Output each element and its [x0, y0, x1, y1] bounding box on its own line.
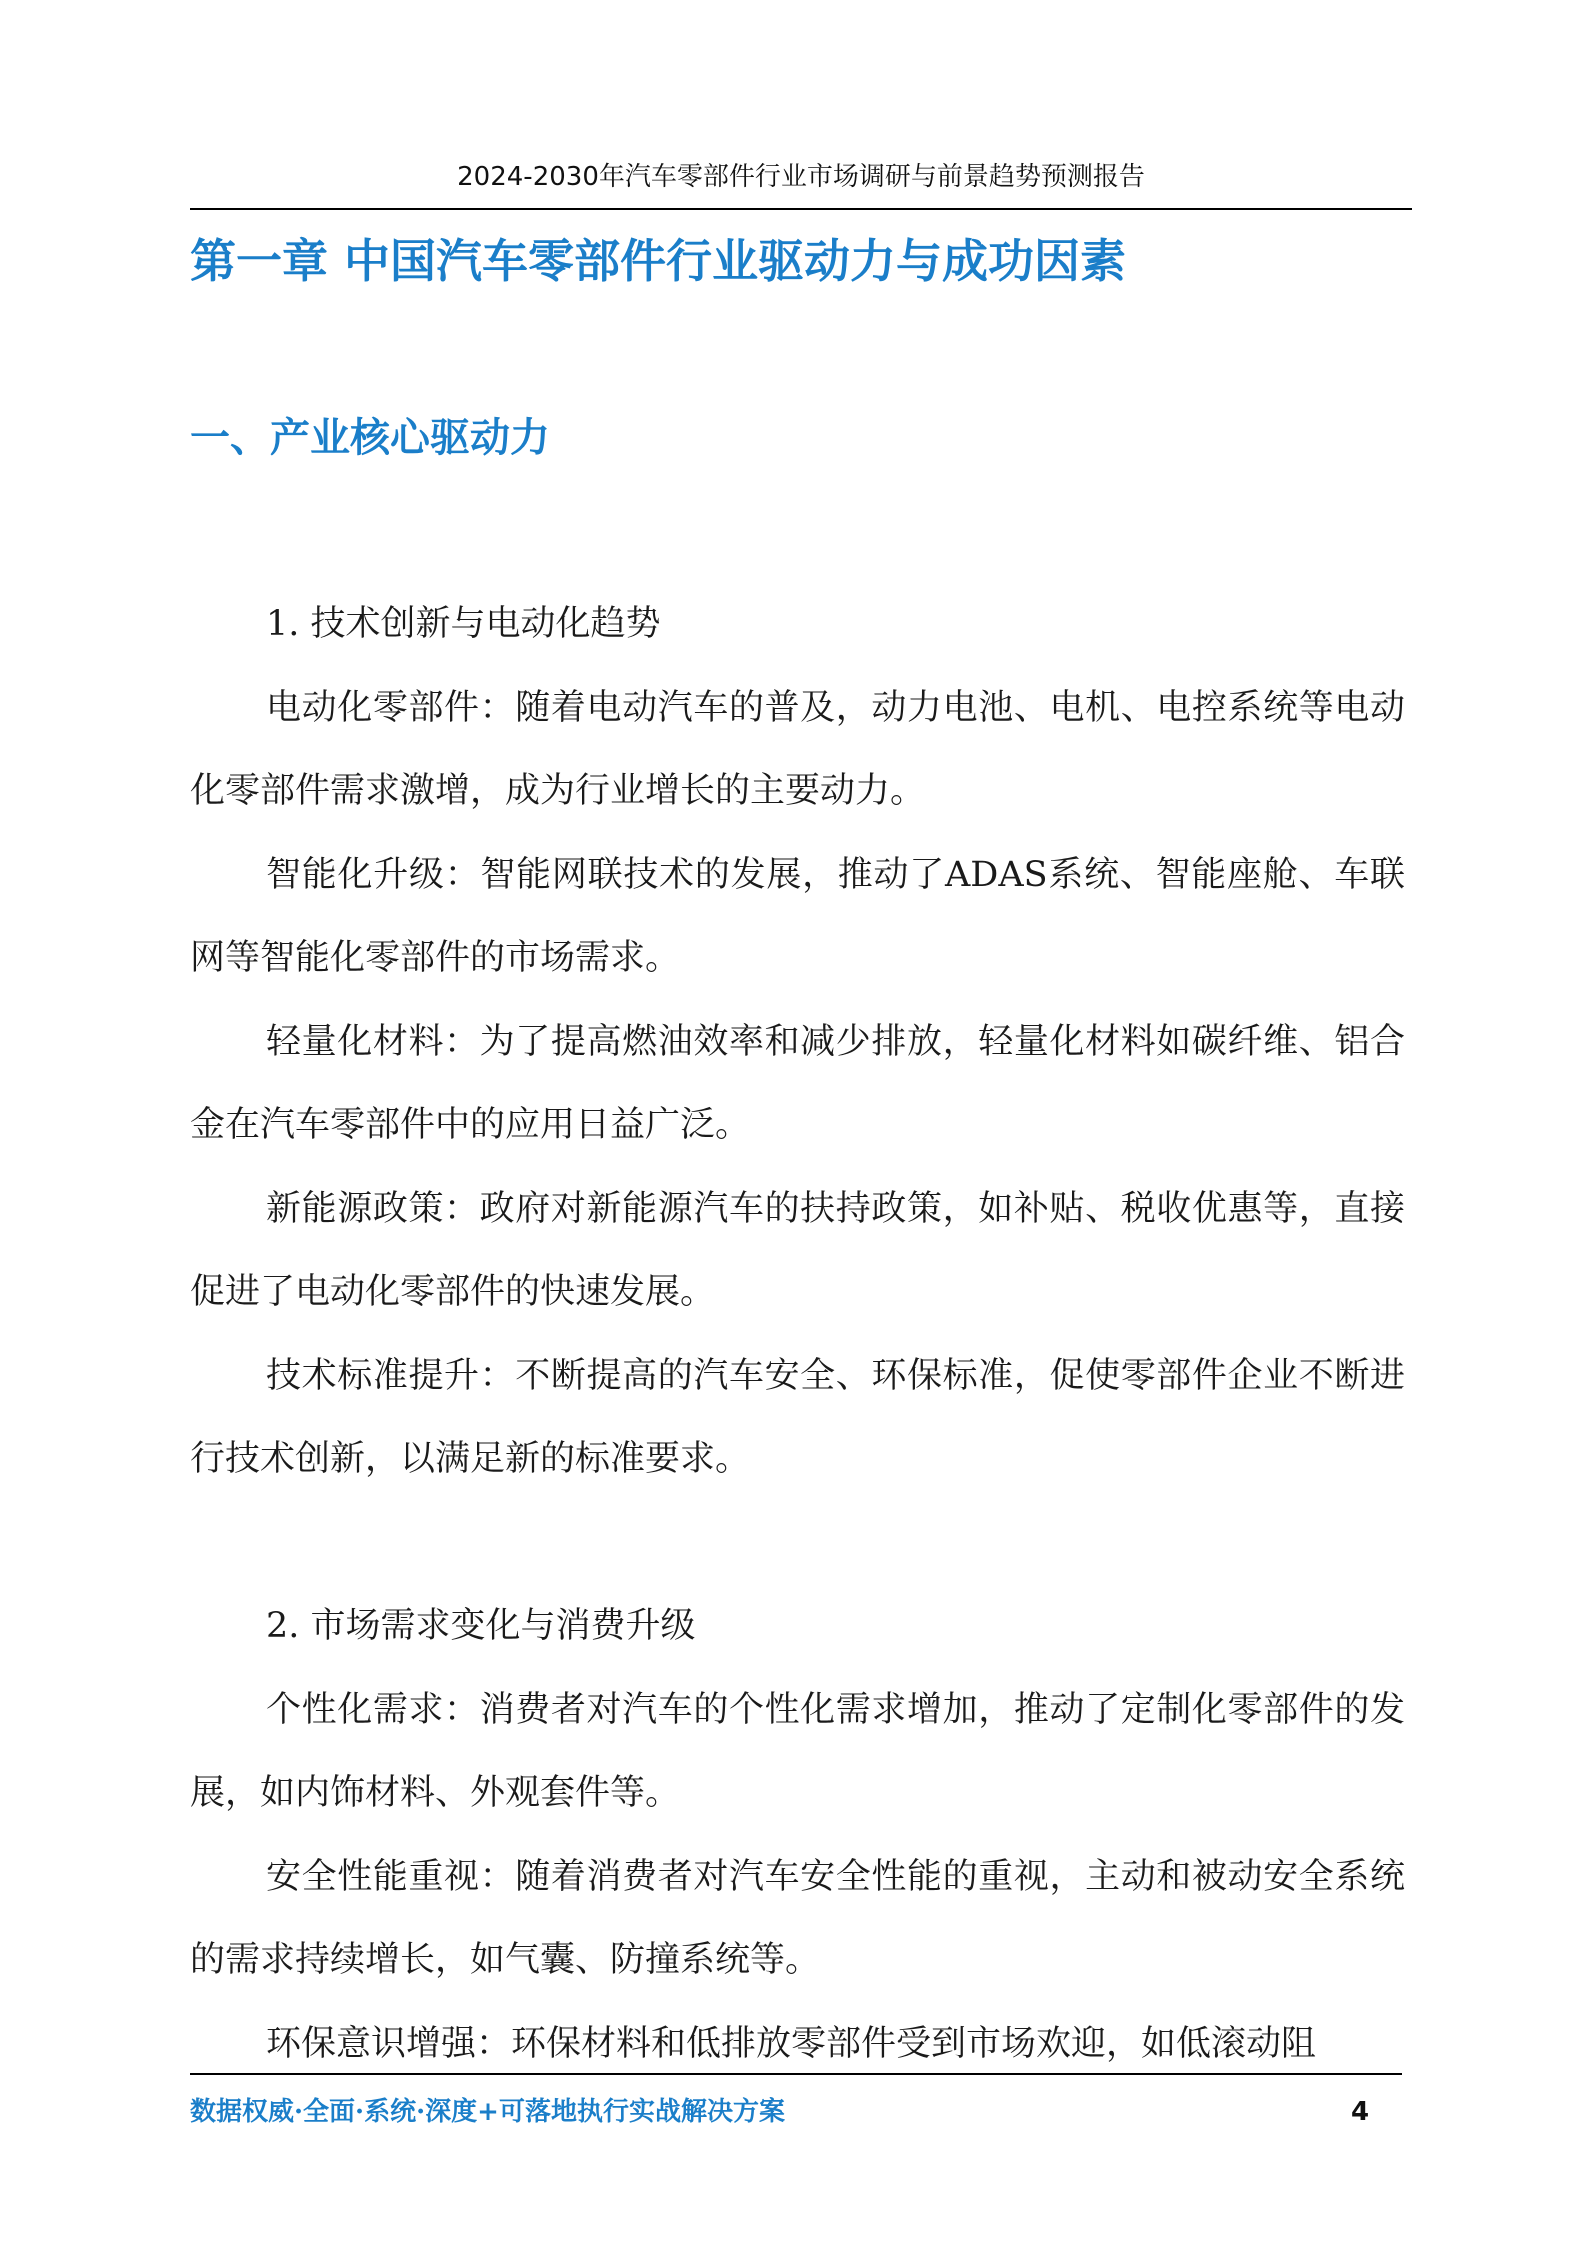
paragraph: 新能源政策：政府对新能源汽车的扶持政策，如补贴、税收优惠等，直接促进了电动化零部件的快速发展。	[190, 1188, 1405, 1312]
paragraph: 智能化升级：智能网联技术的发展，推动了ADAS系统、智能座舱、车联网等智能化零部件的市场需求。	[190, 854, 1405, 978]
paragraph: 环保意识增强：环保材料和低排放零部件受到市场欢迎，如低滚动阻	[266, 2023, 1317, 2064]
footer-divider	[190, 2073, 1402, 2075]
body-text	[190, 583, 1405, 2086]
paragraph: 个性化需求：消费者对汽车的个性化需求增加，推动了定制化零部件的发展，如内饰材料、外观套件等。	[190, 1689, 1405, 1813]
paragraph-gap	[190, 1502, 1405, 1586]
paragraph: 技术标准提升：不断提高的汽车安全、环保标准，促使零部件企业不断进行技术创新，以满足新的标准要求。	[190, 1355, 1405, 1479]
paragraph: 电动化零部件：随着电动汽车的普及，动力电池、电机、电控系统等电动化零部件需求激增，成为行业增长的主要动力。	[190, 687, 1405, 811]
header-divider	[190, 208, 1412, 210]
footer-slogan: 数据权威·全面·系统·深度+可落地执行实战解决方案	[190, 2097, 785, 2127]
paragraph: 安全性能重视：随着消费者对汽车安全性能的重视，主动和被动安全系统的需求持续增长，如气囊、防撞系统等。	[190, 1856, 1405, 1980]
running-header: 2024-2030年汽车零部件行业市场调研与前景趋势预测报告	[457, 162, 1145, 192]
chapter-title: 第一章 中国汽车零部件行业驱动力与成功因素	[190, 234, 1127, 288]
section-title: 一、产业核心驱动力	[190, 415, 550, 461]
page-number: 4	[1350, 2097, 1370, 2127]
paragraph: 轻量化材料：为了提高燃油效率和减少排放，轻量化材料如碳纤维、铝合金在汽车零部件中的应用日益广泛。	[190, 1021, 1405, 1145]
subsection-heading: 2. 市场需求变化与消费升级	[266, 1606, 696, 1646]
subsection-heading: 1. 技术创新与电动化趋势	[266, 604, 661, 644]
